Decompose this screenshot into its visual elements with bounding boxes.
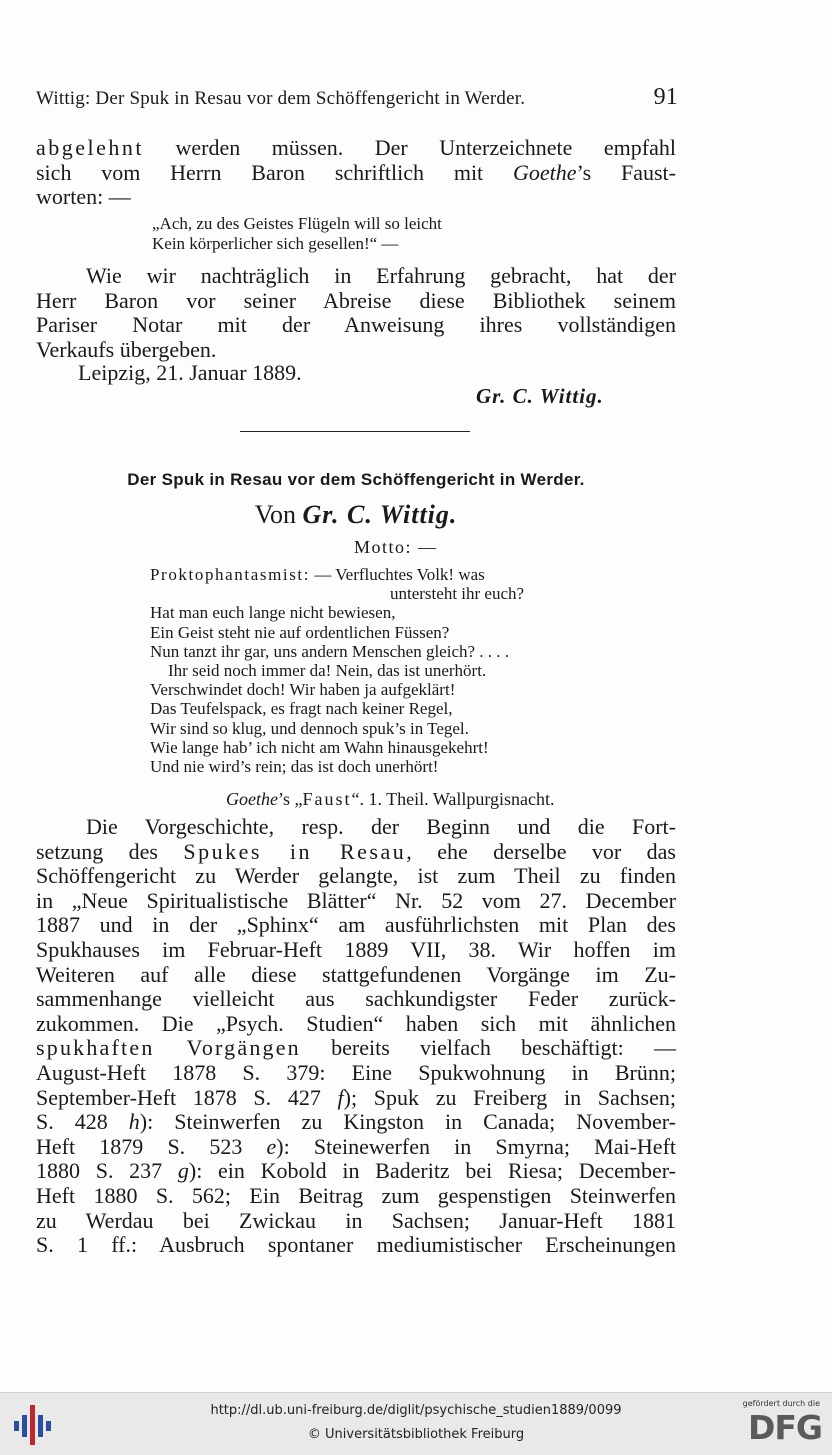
text-line: Herr Baron vor seiner Abreise diese Bibliothek seinem <box>36 287 676 313</box>
text-line: 1880 S. 237 g): ein Kobold in Baderitz bei Riesa; December- <box>36 1158 676 1184</box>
paragraph-3 <box>36 815 676 1258</box>
text-line: Heft 1879 S. 523 e): Steinewerfen in Smyrna; Mai-Heft <box>36 1133 677 1159</box>
speaker-name: Proktophantasmist: <box>150 565 311 584</box>
copyright-text: © Universitätsbibliothek Freiburg <box>307 1427 525 1442</box>
funder-caption: gefördert durch die <box>742 1399 820 1408</box>
verse-line: Das Teufelspack, es fragt nach keiner Regel, <box>150 699 453 719</box>
text-line: zu Werdau bei Zwickau in Sachsen; Januar-Heft 1881 <box>36 1207 676 1233</box>
text-line: spukhaften Vorgängen bereits vielfach beschäftigt: — <box>36 1035 676 1061</box>
text-line: sich vom Herrn Baron schriftlich mit Goethe’s Faust- <box>36 159 676 185</box>
verse-line: Hat man euch lange nicht bewiesen, <box>150 603 396 623</box>
text-line: S. 1 ff.: Ausbruch spontaner mediumistischer Erscheinungen <box>36 1232 676 1258</box>
running-head-title: Wittig: Der Spuk in Resau vor dem Schöffengericht in Werder. <box>36 88 526 109</box>
article-title: Der Spuk in Resau vor dem Schöffengericht in Werder. <box>127 470 585 489</box>
text-line: abgelehnt werden müssen. Der Unterzeichnete empfahl <box>36 135 676 160</box>
date-line: Leipzig, 21. Januar 1889. <box>78 360 302 385</box>
text-line: August-Heft 1878 S. 379: Eine Spukwohnung in Brünn; <box>36 1059 676 1085</box>
text-line: S. 428 h): Steinwerfen zu Kingston in Canada; November- <box>36 1109 676 1135</box>
text-line: Pariser Notar mit der Anweisung ihres vollständigen <box>36 312 676 338</box>
viewer-footer <box>0 1392 832 1455</box>
section-divider <box>240 431 470 432</box>
text-line: Schöffengericht zu Werder gelangte, ist zum Theil zu finden <box>36 863 676 889</box>
verse-quote-2 <box>150 565 524 776</box>
text-line: Die Vorgeschichte, resp. der Beginn und die Fort- <box>86 814 676 839</box>
paragraph-2 <box>36 264 676 362</box>
page-number: 91 <box>653 84 678 110</box>
text-line: in „Neue Spiritualistische Blätter“ Nr. 52 vom 27. December <box>36 887 676 913</box>
verse-line: untersteht ihr euch? <box>390 584 525 604</box>
verse-line: Kein körperlicher sich gesellen!“ — <box>152 234 399 253</box>
page-url-link[interactable]: http://dl.ub.uni-freiburg.de/diglit/psychische_studien1889/0099 <box>210 1403 622 1418</box>
verse-line: Verschwindet doch! Wir haben ja aufgeklärt! <box>150 680 456 700</box>
verse-line: Ein Geist steht nie auf ordentlichen Füssen? <box>150 622 450 642</box>
text-line: sammenhange vielleicht aus sachkundigster Feder zurück- <box>36 986 676 1012</box>
text-line: worten: — <box>36 184 131 210</box>
verse-line: Wie lange hab’ ich nicht am Wahn hinausgekehrt! <box>150 737 489 757</box>
text-line: setzung des Spukes in Resau, ehe derselbe vor das <box>36 838 676 864</box>
quote-source: Goethe’s „Faust“. 1. Theil. Wallpurgisnacht. <box>226 789 555 809</box>
text-line: September-Heft 1878 S. 427 f); Spuk zu Freiberg in Sachsen; <box>36 1084 676 1110</box>
verse-line: Proktophantasmist: — Verfluchtes Volk! was <box>150 565 485 584</box>
verse-quote-1 <box>152 214 442 254</box>
verse-line: „Ach, zu des Geistes Flügeln will so leicht <box>152 214 442 233</box>
paragraph-1 <box>36 136 676 210</box>
dfg-logo: DFG <box>747 1408 822 1447</box>
verse-line: Ihr seid noch immer da! Nein, das ist unerhört. <box>168 661 487 681</box>
text-line: Spukhauses im Februar-Heft 1889 VII, 38. Wir hoffen im <box>36 936 676 962</box>
verse-line: Nun tanzt ihr gar, uns andern Menschen gleich? . . . . <box>150 641 510 661</box>
text-line: Heft 1880 S. 562; Ein Beitrag zum gespenstigen Steinwerfen <box>36 1182 676 1208</box>
byline-author: Gr. C. Wittig. <box>302 500 458 529</box>
byline: Von Gr. C. Wittig. <box>254 500 458 529</box>
verse-line: Wir sind so klug, und dennoch spuk’s in Tegel. <box>150 718 469 738</box>
motto-label: Motto: — <box>354 537 438 557</box>
text-line: 1887 und in der „Sphinx“ am ausführlichsten mit Plan des <box>36 912 676 938</box>
running-head <box>36 84 678 110</box>
text-line: zukommen. Die „Psych. Studien“ haben sich mit ähnlichen <box>36 1010 676 1036</box>
signature: Gr. C. Wittig. <box>476 384 604 408</box>
text-line: Verkaufs übergeben. <box>36 336 217 362</box>
text-line: Wie wir nachträglich in Erfahrung gebracht, hat der <box>86 263 676 288</box>
verse-line: Und nie wird’s rein; das ist doch unerhört! <box>150 757 439 777</box>
text-line: Weiteren auf alle diese stattgefundenen Vorgänge im Zu- <box>36 961 676 987</box>
